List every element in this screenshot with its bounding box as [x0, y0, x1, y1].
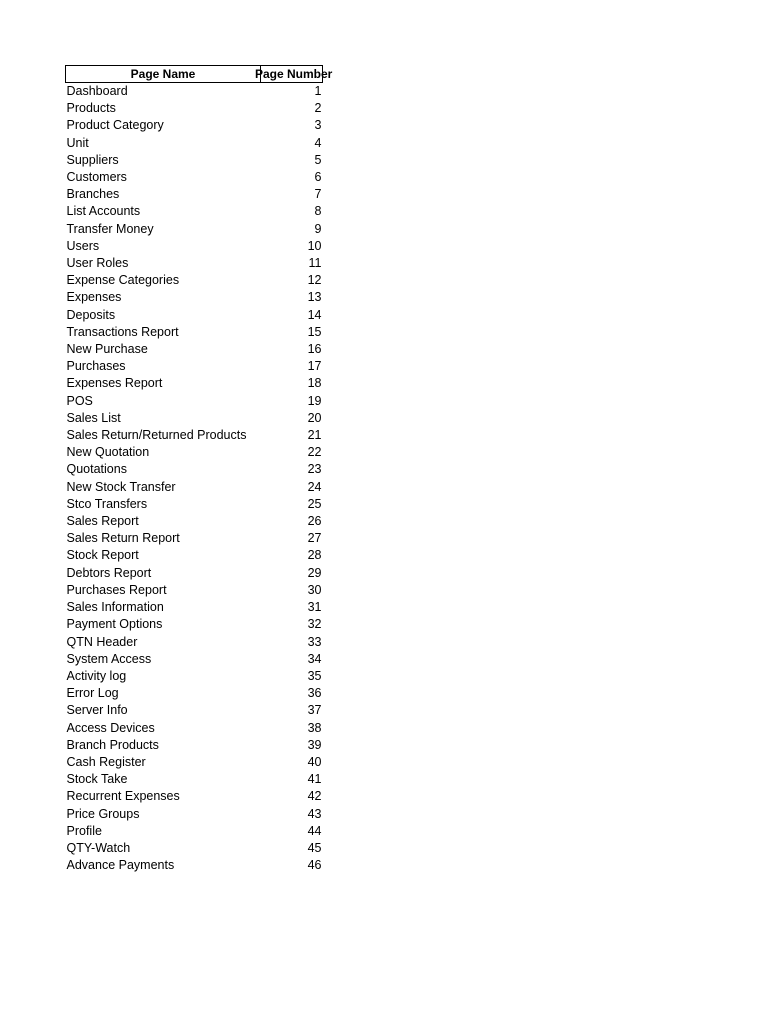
- page-number-cell: 3: [314, 118, 322, 133]
- table-row: [66, 616, 323, 633]
- page-number-cell: 33: [307, 634, 322, 649]
- page-name-cell: Price Groups: [66, 806, 140, 821]
- page-name-cell: Customers: [66, 170, 127, 185]
- page-number-cell: 25: [307, 496, 322, 511]
- page-name-cell: List Accounts: [66, 204, 141, 219]
- page-index-table: [65, 65, 333, 874]
- page-number-cell: 37: [307, 703, 322, 718]
- page-name-cell: Profile: [66, 823, 102, 838]
- page-number-cell: 30: [307, 582, 322, 597]
- page-name-cell: QTN Header: [66, 634, 138, 649]
- table-row: [66, 840, 323, 857]
- page-number-cell: 38: [307, 720, 322, 735]
- page-number-cell: 42: [307, 789, 322, 804]
- page-number-header: Page Number: [255, 67, 333, 81]
- page-number-cell: 18: [307, 376, 322, 391]
- page-number-cell: 40: [307, 754, 322, 769]
- page-name-cell: Expense Categories: [66, 273, 180, 288]
- page-number-cell: 27: [307, 531, 322, 546]
- page-number-cell: 20: [307, 410, 322, 425]
- page-name-cell: User Roles: [66, 256, 129, 271]
- page-name-cell: Product Category: [66, 118, 164, 133]
- page-number-cell: 12: [307, 273, 322, 288]
- table-row: [66, 135, 323, 152]
- page-number-cell: 2: [314, 101, 322, 116]
- table-row: [66, 737, 323, 754]
- table-row: [66, 479, 323, 496]
- page-name-cell: Products: [66, 101, 116, 116]
- page-name-cell: Cash Register: [66, 754, 146, 769]
- page-name-cell: Transactions Report: [66, 324, 179, 339]
- table-row: [66, 547, 323, 564]
- page-number-cell: 28: [307, 548, 322, 563]
- page-name-cell: New Stock Transfer: [66, 479, 176, 494]
- table-row: [66, 599, 323, 616]
- table-row: [66, 117, 323, 134]
- table-row: [66, 358, 323, 375]
- page-name-cell: Sales Return Report: [66, 531, 180, 546]
- page-number-cell: 11: [308, 256, 322, 271]
- page-name-cell: Transfer Money: [66, 221, 154, 236]
- page-number-cell: 17: [307, 359, 322, 374]
- page-index-sheet: [65, 65, 333, 874]
- page-name-cell: Expenses Report: [66, 376, 163, 391]
- page-number-cell: 46: [307, 858, 322, 873]
- page-name-cell: POS: [66, 393, 93, 408]
- page-name-cell: Sales Report: [66, 514, 139, 529]
- page-name-cell: New Purchase: [66, 342, 148, 357]
- page-number-cell: 45: [307, 840, 322, 855]
- page-number-cell: 13: [307, 290, 322, 305]
- page-name-cell: Sales Return/Returned Products: [66, 428, 247, 443]
- table-row: [66, 427, 323, 444]
- page-name-cell: Expenses: [66, 290, 122, 305]
- page-name-cell: Recurrent Expenses: [66, 789, 180, 804]
- page-name-cell: Sales Information: [66, 600, 164, 615]
- table-row: [66, 461, 323, 478]
- page-number-cell: 7: [314, 187, 322, 202]
- page-number-cell: 15: [307, 324, 322, 339]
- table-row: [66, 702, 323, 719]
- table-row: [66, 255, 323, 272]
- page-number-cell: 6: [314, 170, 322, 185]
- page-number-cell: 1: [314, 84, 322, 98]
- table-row: [66, 788, 323, 805]
- page-name-cell: New Quotation: [66, 445, 150, 460]
- page-number-cell: 34: [307, 651, 322, 666]
- page-number-cell: 14: [307, 307, 322, 322]
- table-row: [66, 410, 323, 427]
- page-number-cell: 29: [307, 565, 322, 580]
- page-number-cell: 32: [307, 617, 322, 632]
- table-row: [66, 513, 323, 530]
- page-number-cell: 31: [307, 600, 322, 615]
- page-name-cell: Branches: [66, 187, 120, 202]
- page-name-cell: Advance Payments: [66, 858, 175, 873]
- page-number-cell: 9: [314, 221, 322, 236]
- table-row: [66, 806, 323, 823]
- table-row: [66, 771, 323, 788]
- page-name-cell: Purchases: [66, 359, 126, 374]
- table-row: [66, 496, 323, 513]
- page-number-cell: 44: [307, 823, 322, 838]
- page-name-cell: Deposits: [66, 307, 116, 322]
- page-number-cell: 41: [307, 772, 322, 787]
- table-row: [66, 221, 323, 238]
- table-row: [66, 83, 323, 101]
- page-name-header: Page Name: [66, 66, 261, 83]
- table-row: [66, 634, 323, 651]
- table-row: [66, 823, 323, 840]
- page-name-cell: Sales List: [66, 410, 121, 425]
- page-name-cell: System Access: [66, 651, 152, 666]
- table-row: [66, 307, 323, 324]
- page-name-cell: Quotations: [66, 462, 127, 477]
- table-row: [66, 272, 323, 289]
- table-row: [66, 203, 323, 220]
- page-name-cell: Dashboard: [66, 84, 128, 98]
- page-name-cell: Branch Products: [66, 737, 159, 752]
- page-index-rows: [66, 83, 323, 875]
- page-number-cell: 10: [307, 238, 322, 253]
- table-row: [66, 754, 323, 771]
- page-number-cell: 43: [307, 806, 322, 821]
- page-name-cell: Users: [66, 238, 100, 253]
- page-name-cell: Error Log: [66, 686, 119, 701]
- table-row: [66, 720, 323, 737]
- page-number-cell: 4: [314, 135, 322, 150]
- page-number-cell: 23: [307, 462, 322, 477]
- page-number-cell: 19: [307, 393, 322, 408]
- page-number-cell: 21: [307, 428, 322, 443]
- page-number-cell: 24: [307, 479, 322, 494]
- table-row: [66, 444, 323, 461]
- table-row: [66, 582, 323, 599]
- table-row: [66, 530, 323, 547]
- page-name-cell: Purchases Report: [66, 582, 167, 597]
- page-number-cell: 5: [314, 152, 322, 167]
- table-row: [66, 341, 323, 358]
- table-row: [66, 238, 323, 255]
- page-name-cell: Stco Transfers: [66, 496, 148, 511]
- table-row: [66, 289, 323, 306]
- page-number-cell: 35: [307, 668, 322, 683]
- page-number-cell: 36: [307, 686, 322, 701]
- page-name-cell: QTY-Watch: [66, 840, 131, 855]
- page-name-cell: Debtors Report: [66, 565, 152, 580]
- page-name-cell: Access Devices: [66, 720, 155, 735]
- table-row: [66, 100, 323, 117]
- page-name-cell: Server Info: [66, 703, 128, 718]
- table-row: [66, 169, 323, 186]
- page-number-cell: 26: [307, 514, 322, 529]
- page-name-cell: Payment Options: [66, 617, 163, 632]
- page-name-cell: Unit: [66, 135, 89, 150]
- page-number-cell: 16: [307, 342, 322, 357]
- page-number-cell: 39: [307, 737, 322, 752]
- page-name-cell: Stock Take: [66, 772, 128, 787]
- table-row: [66, 375, 323, 392]
- header-row: [66, 66, 323, 83]
- table-row: [66, 685, 323, 702]
- table-row: [66, 668, 323, 685]
- page-number-cell: 8: [314, 204, 322, 219]
- page-name-cell: Suppliers: [66, 152, 119, 167]
- table-row: [66, 651, 323, 668]
- table-row: [66, 324, 323, 341]
- table-row: [66, 152, 323, 169]
- table-row: [66, 565, 323, 582]
- page-name-cell: Activity log: [66, 668, 127, 683]
- table-row: [66, 186, 323, 203]
- table-row: [66, 857, 323, 874]
- page-name-cell: Stock Report: [66, 548, 139, 563]
- table-row: [66, 393, 323, 410]
- page-number-cell: 22: [307, 445, 322, 460]
